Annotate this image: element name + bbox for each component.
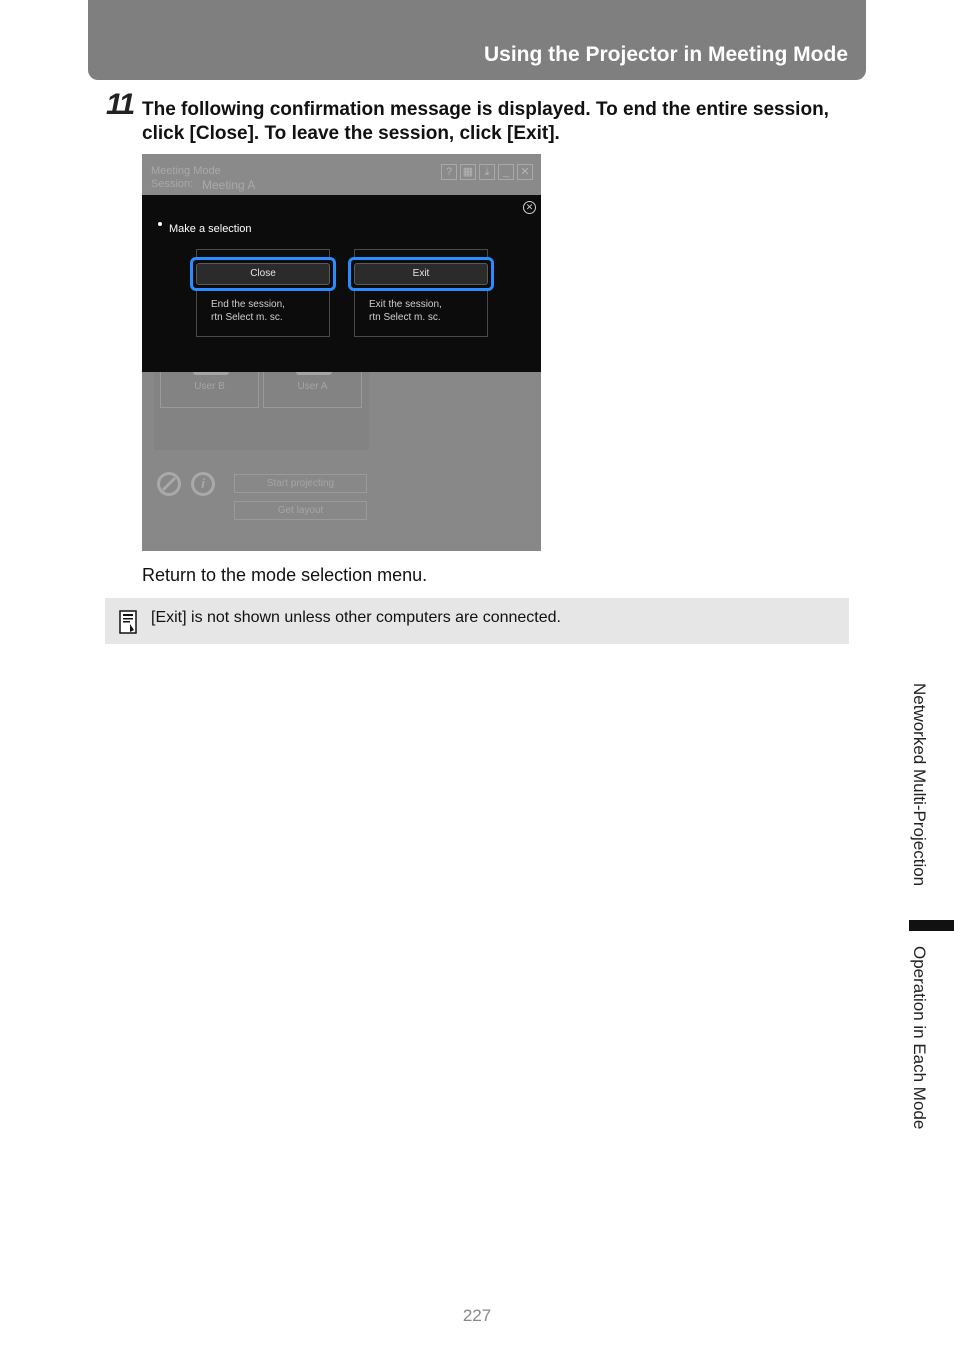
info-icon[interactable]: i — [191, 472, 215, 496]
exit-button-highlight[interactable] — [348, 257, 494, 291]
step-instruction: The following confirmation message is displayed. To end the entire session, click [Close]. To leave the session, click [Exit]. — [142, 99, 829, 144]
side-tab-subsection: Operation in Each Mode — [910, 946, 929, 1130]
close-choice — [196, 249, 330, 337]
note-icon — [119, 610, 137, 634]
mode-label: Meeting Mode — [151, 165, 221, 177]
exit-button[interactable]: Exit — [354, 263, 488, 285]
help-icon[interactable]: ? — [441, 164, 457, 180]
session-label: Session: — [151, 178, 194, 190]
exit-description: Exit the session, rtn Select m. sc. — [369, 299, 442, 323]
note-box — [105, 598, 849, 644]
screenshot-titlebar — [142, 154, 541, 195]
close-button-highlight[interactable] — [190, 257, 336, 291]
step-number: 11 — [106, 88, 134, 121]
side-tab-marker — [909, 920, 954, 931]
dialog-close-icon[interactable]: ✕ — [523, 201, 536, 214]
user-tile-b[interactable] — [160, 370, 259, 408]
confirmation-dialog — [142, 195, 541, 372]
grid-icon[interactable]: ▦ — [460, 164, 476, 180]
result-text: Return to the mode selection menu. — [142, 565, 428, 585]
software-screenshot — [142, 154, 541, 551]
user-label: User B — [194, 381, 225, 392]
close-description: End the session, rtn Select m. sc. — [211, 299, 285, 323]
exit-choice — [354, 249, 488, 337]
session-value: Meeting A — [202, 178, 256, 192]
dialog-heading: Make a selection — [158, 222, 252, 235]
no-projection-icon[interactable] — [157, 472, 181, 496]
page-number: 227 — [462, 1306, 492, 1325]
minimize-icon[interactable]: _ — [498, 164, 514, 180]
download-icon[interactable]: ⤓ — [479, 164, 495, 180]
note-text: [Exit] is not shown unless other computers are connected. — [151, 609, 561, 626]
toolbar-icons — [441, 164, 533, 180]
user-tile-a[interactable] — [263, 370, 362, 408]
close-icon[interactable]: ✕ — [517, 164, 533, 180]
header-title: Using the Projector in Meeting Mode — [483, 43, 848, 66]
user-label: User A — [297, 381, 328, 392]
close-button[interactable]: Close — [196, 263, 330, 285]
header-band — [88, 0, 866, 80]
side-tab-section: Networked Multi-Projection — [910, 683, 929, 887]
get-layout-button[interactable]: Get layout — [234, 501, 367, 520]
start-projecting-button[interactable]: Start projecting — [234, 474, 367, 493]
